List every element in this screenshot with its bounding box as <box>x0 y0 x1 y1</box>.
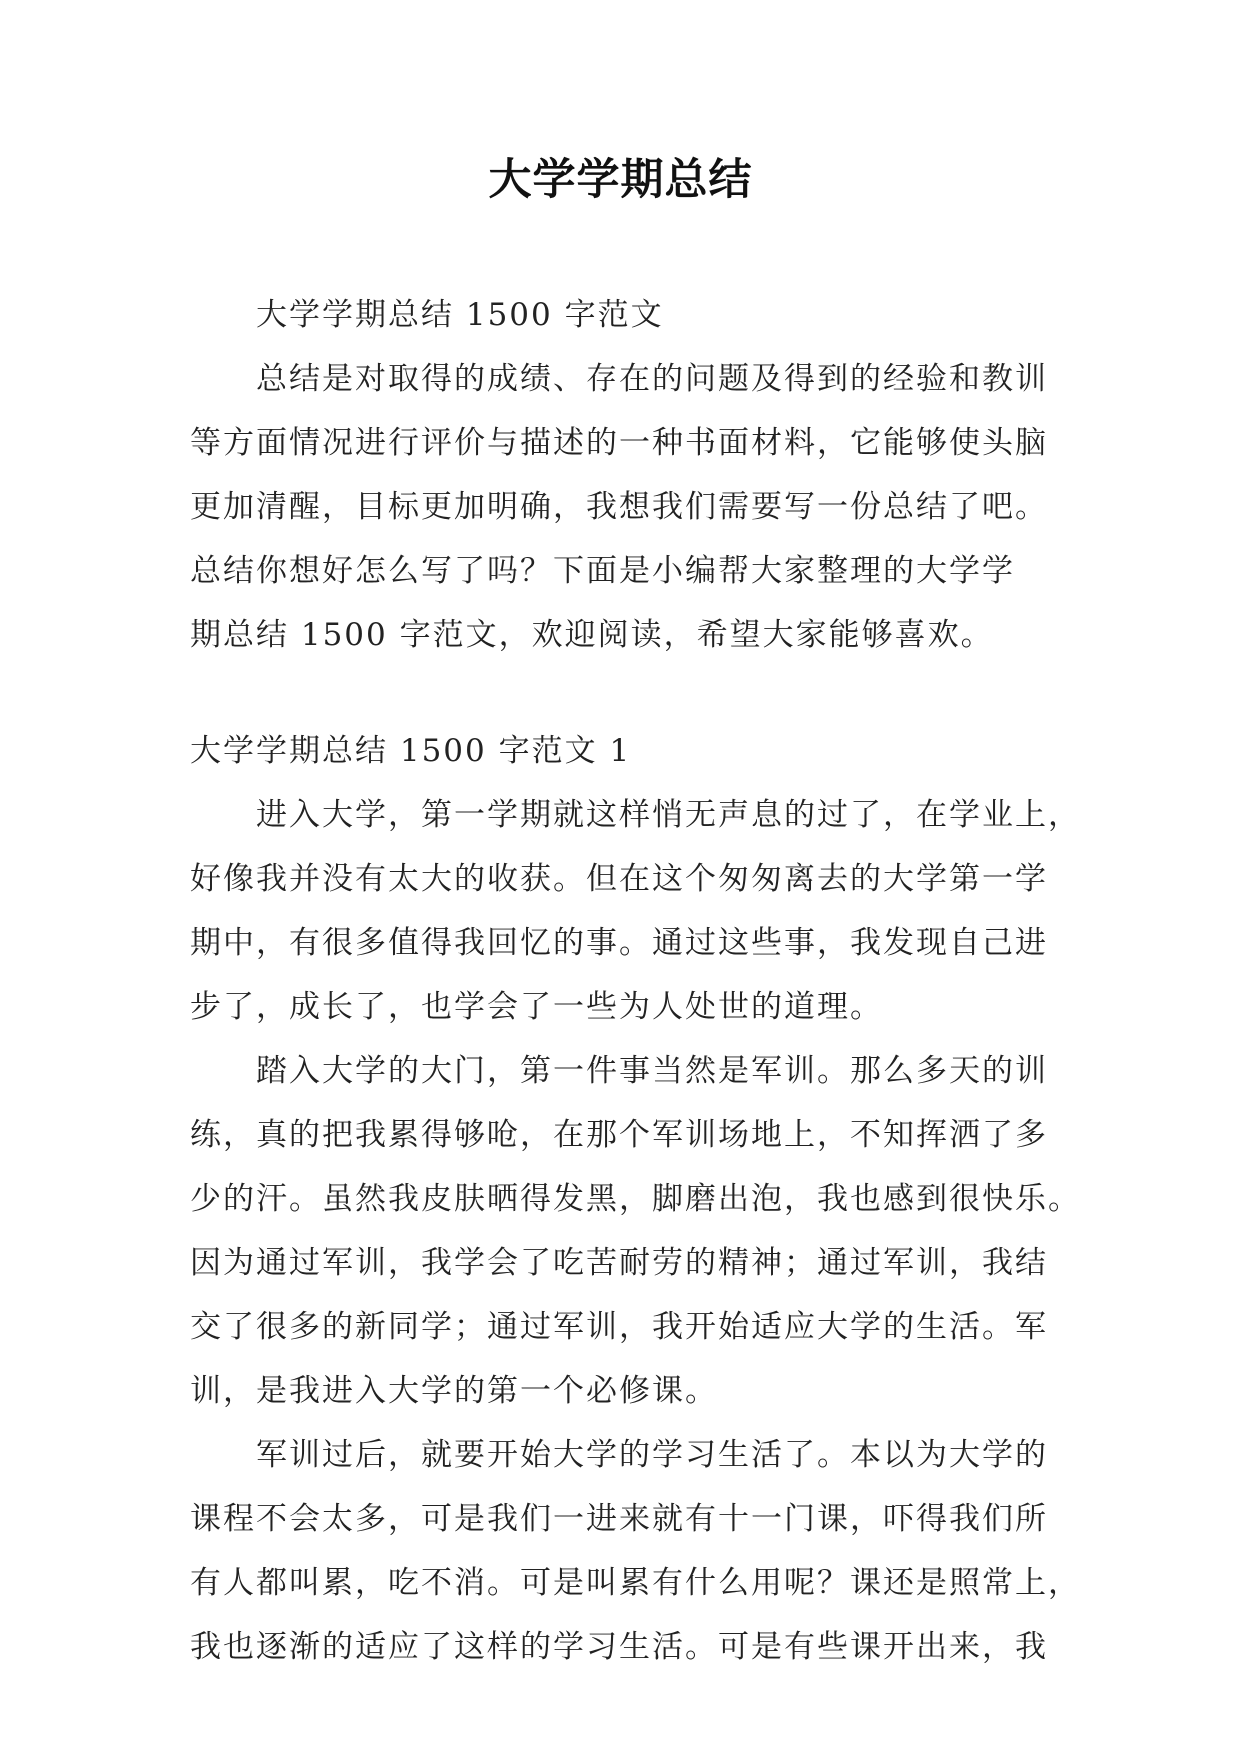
text-line: 总结你想好怎么写了吗？下面是小编帮大家整理的大学学 <box>190 553 1015 589</box>
text-line: 总结是对取得的成绩、存在的问题及得到的经验和教训 <box>256 361 1048 397</box>
text-line: 练，真的把我累得够呛，在那个军训场地上，不知挥洒了多 <box>190 1117 1048 1153</box>
paragraph-spacer <box>190 667 1060 719</box>
text-line: 期总结 1500 字范文，欢迎阅读，希望大家能够喜欢。 <box>190 617 994 653</box>
text-line: 训，是我进入大学的第一个必修课。 <box>190 1373 718 1409</box>
text-line: 更加清醒，目标更加明确，我想我们需要写一份总结了吧。 <box>190 489 1048 525</box>
text-line: 有人都叫累，吃不消。可是叫累有什么用呢？课还是照常上， <box>190 1565 1081 1601</box>
text-line: 踏入大学的大门，第一件事当然是军训。那么多天的训 <box>256 1053 1048 1089</box>
text-line: 少的汗。虽然我皮肤晒得发黑，脚磨出泡，我也感到很快乐。 <box>190 1181 1081 1217</box>
text-line: 步了，成长了，也学会了一些为人处世的道理。 <box>190 989 883 1025</box>
document-title: 大学学期总结 <box>488 155 753 205</box>
paragraph-2 <box>190 1039 1081 1423</box>
text-line: 课程不会太多，可是我们一进来就有十一门课，吓得我们所 <box>190 1501 1048 1537</box>
text-line: 好像我并没有太大的收获。但在这个匆匆离去的大学第一学 <box>190 861 1048 897</box>
section-heading: 大学学期总结 1500 字范文 1 <box>190 733 632 769</box>
paragraph-1 <box>190 783 1081 1039</box>
text-line: 交了很多的新同学；通过军训，我开始适应大学的生活。军 <box>190 1309 1048 1345</box>
text-line: 等方面情况进行评价与描述的一种书面材料，它能够使头脑 <box>190 425 1048 461</box>
paragraph-3 <box>190 1423 1081 1679</box>
text-line: 我也逐渐的适应了这样的学习生活。可是有些课开出来，我 <box>190 1629 1048 1665</box>
text-line: 期中，有很多值得我回忆的事。通过这些事，我发现自己进 <box>190 925 1048 961</box>
subtitle: 大学学期总结 1500 字范文 <box>256 297 664 333</box>
intro-paragraph <box>190 347 1060 667</box>
text-line: 进入大学，第一学期就这样悄无声息的过了，在学业上， <box>256 797 1081 833</box>
document-body <box>190 283 1081 1679</box>
text-line: 军训过后，就要开始大学的学习生活了。本以为大学的 <box>256 1437 1048 1473</box>
text-line: 因为通过军训，我学会了吃苦耐劳的精神；通过军训，我结 <box>190 1245 1048 1281</box>
